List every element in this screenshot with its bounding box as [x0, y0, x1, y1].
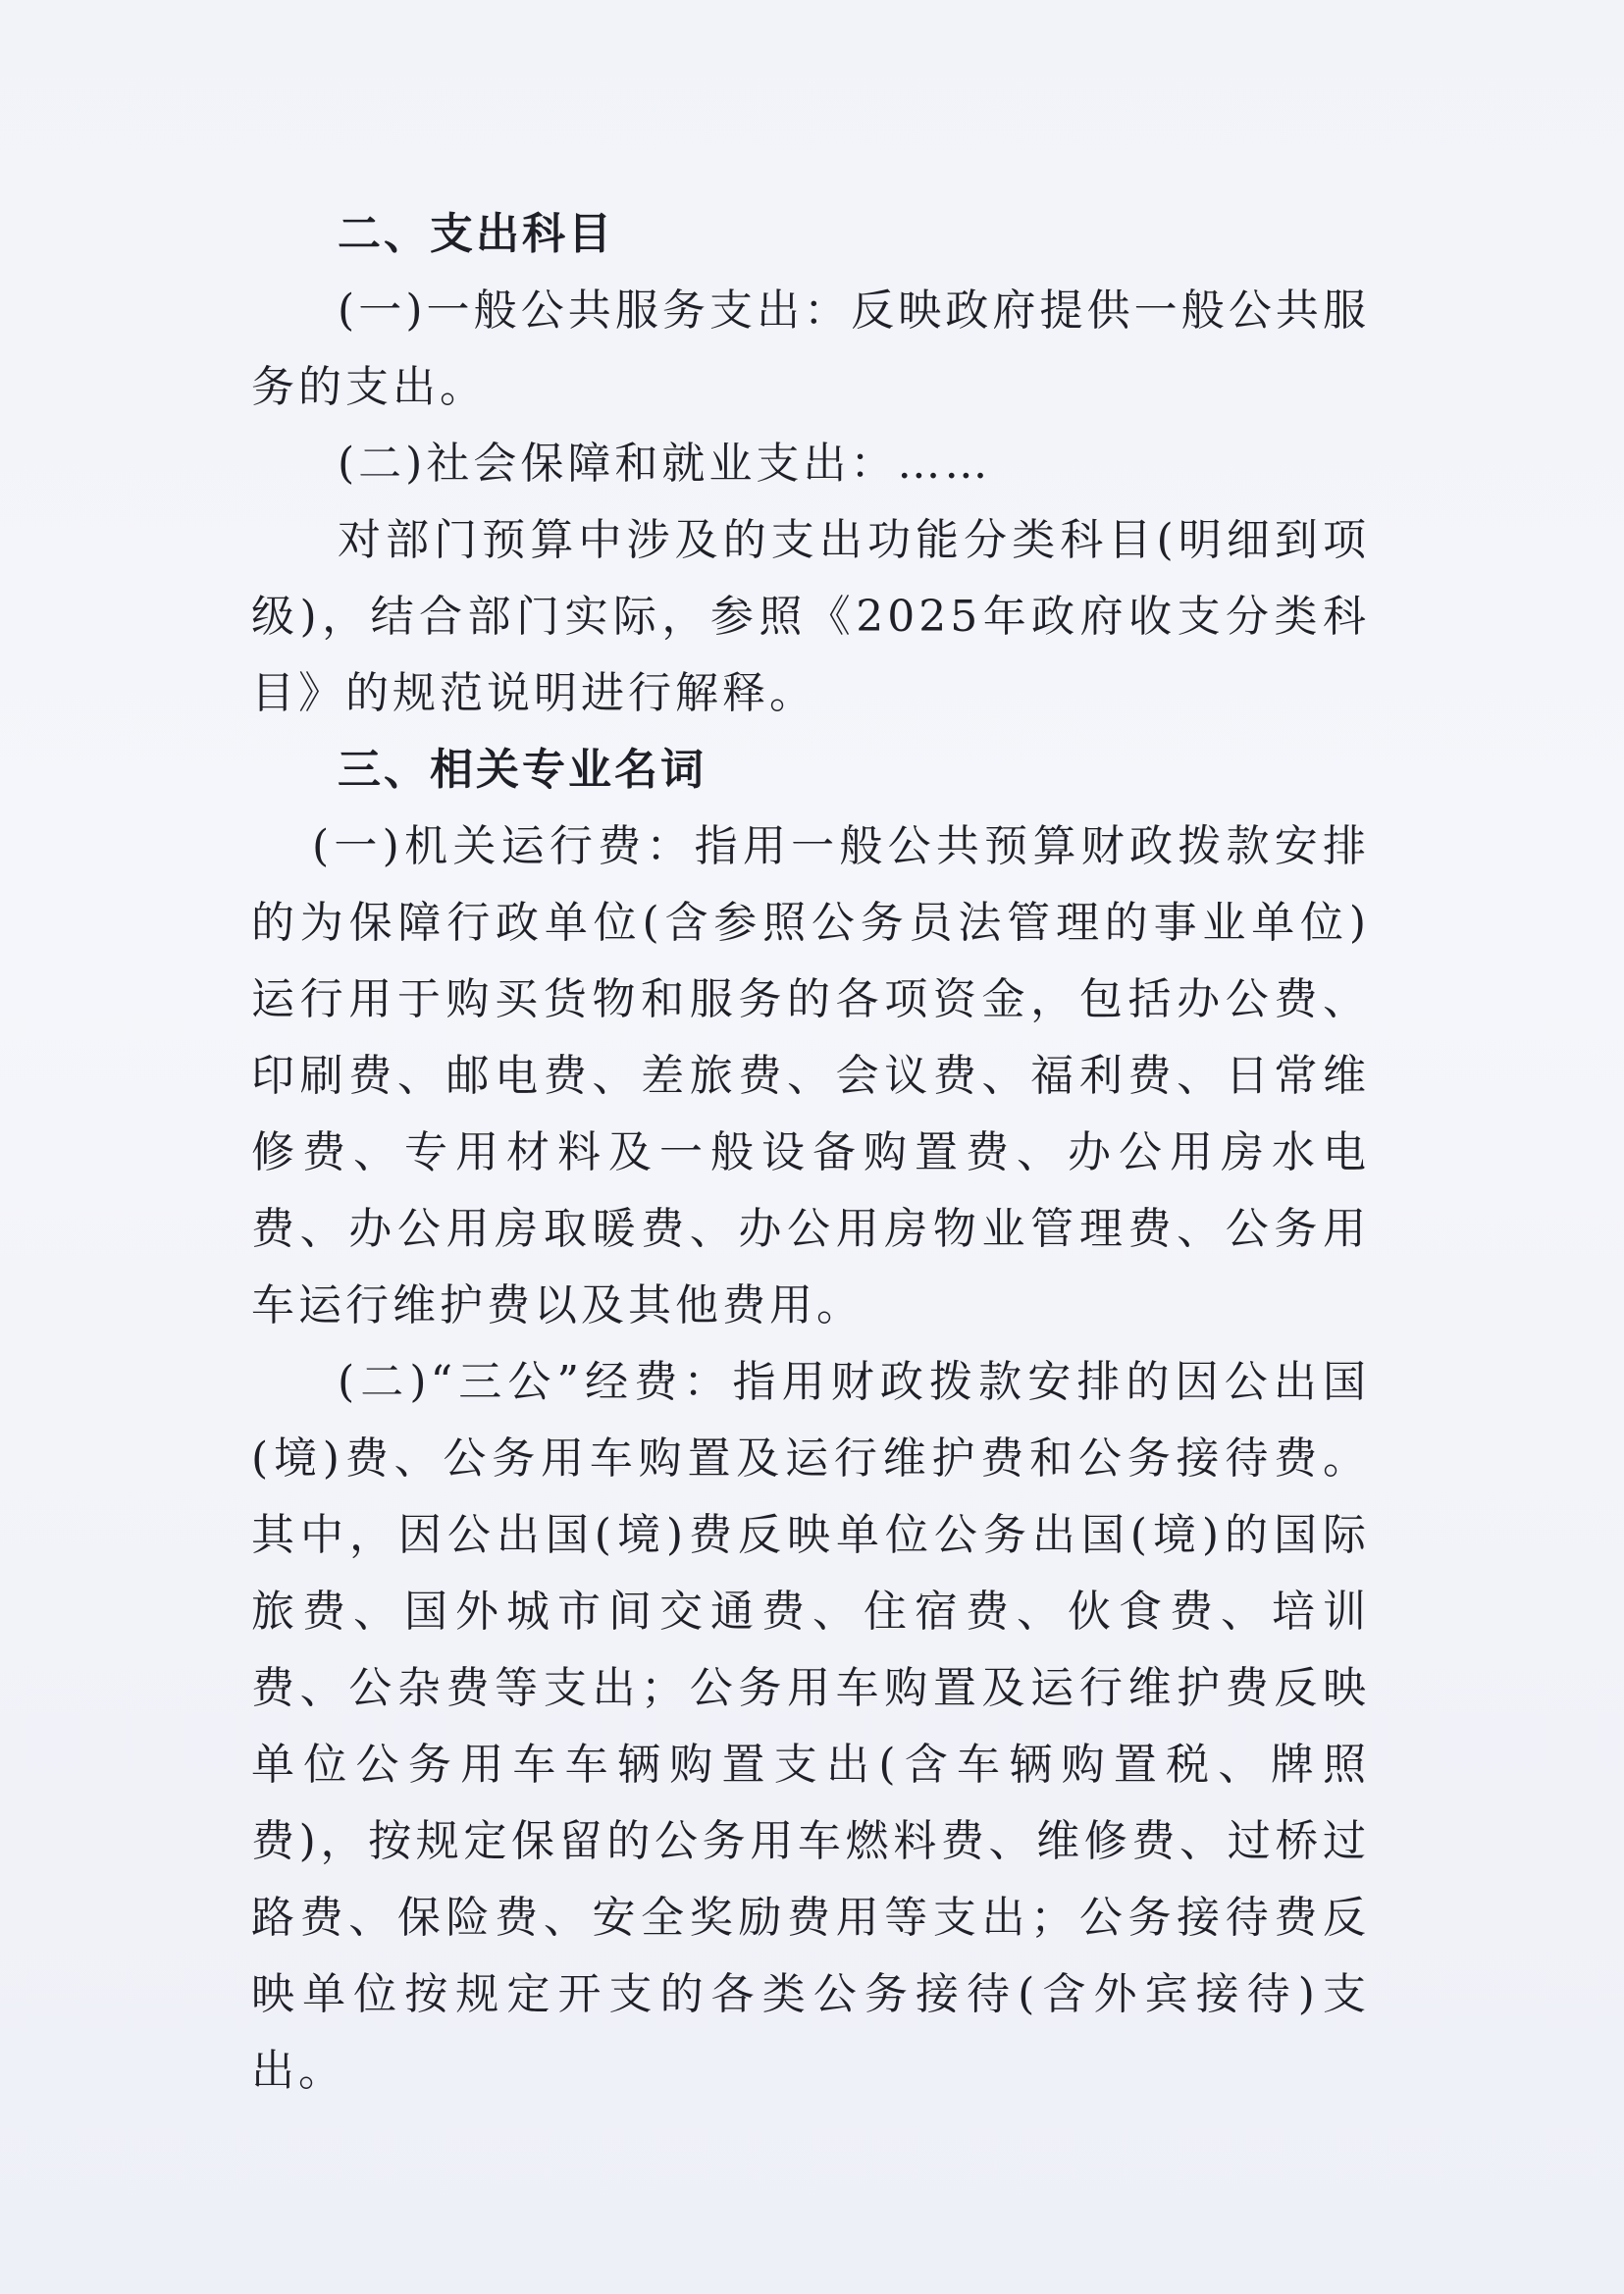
paragraph-social-security: (二)社会保障和就业支出：……: [338, 439, 992, 489]
section-heading-terms: 三、相关专业名词: [338, 745, 707, 795]
paragraph-classification-note: 对部门预算中涉及的支出功能分类科目(明细到项级)，结合部门实际，参照《2025年政府收支分类科目》的规范说明进行解释。: [251, 515, 1370, 718]
document-body: [251, 196, 1370, 2110]
paragraph-three-public-expenses: (二)“三公”经费：指用财政拨款安排的因公出国(境)费、公务用车购置及运行维护费和公务接待费。其中，因公出国(境)费反映单位公务出国(境)的国际旅费、国外城市间交通费、住宿费、伙食费、培训费、公杂费等支出；公务用车购置及运行维护费反映单位公务用车车辆购置支出(含车辆购置税、牌照费)，按规定保留的公务用车燃料费、维修费、过桥过路费、保险费、安全奖励费用等支出；公务接待费反映单位按规定开支的各类公务接待(含外宾接待)支出。: [251, 1357, 1370, 2096]
paragraph-operating-expenses: (一)机关运行费：指用一般公共预算财政拨款安排的为保障行政单位(含参照公务员法管理的事业单位)运行用于购买货物和服务的各项资金，包括办公费、印刷费、邮电费、差旅费、会议费、福利费、日常维修费、专用材料及一般设备购置费、办公用房水电费、办公用房取暖费、办公用房物业管理费、公务用车运行维护费以及其他费用。: [251, 821, 1370, 1330]
section-heading-expenditure-items: 二、支出科目: [338, 209, 614, 259]
paragraph-general-public-services: (一)一般公共服务支出：反映政府提供一般公共服务的支出。: [251, 286, 1370, 412]
